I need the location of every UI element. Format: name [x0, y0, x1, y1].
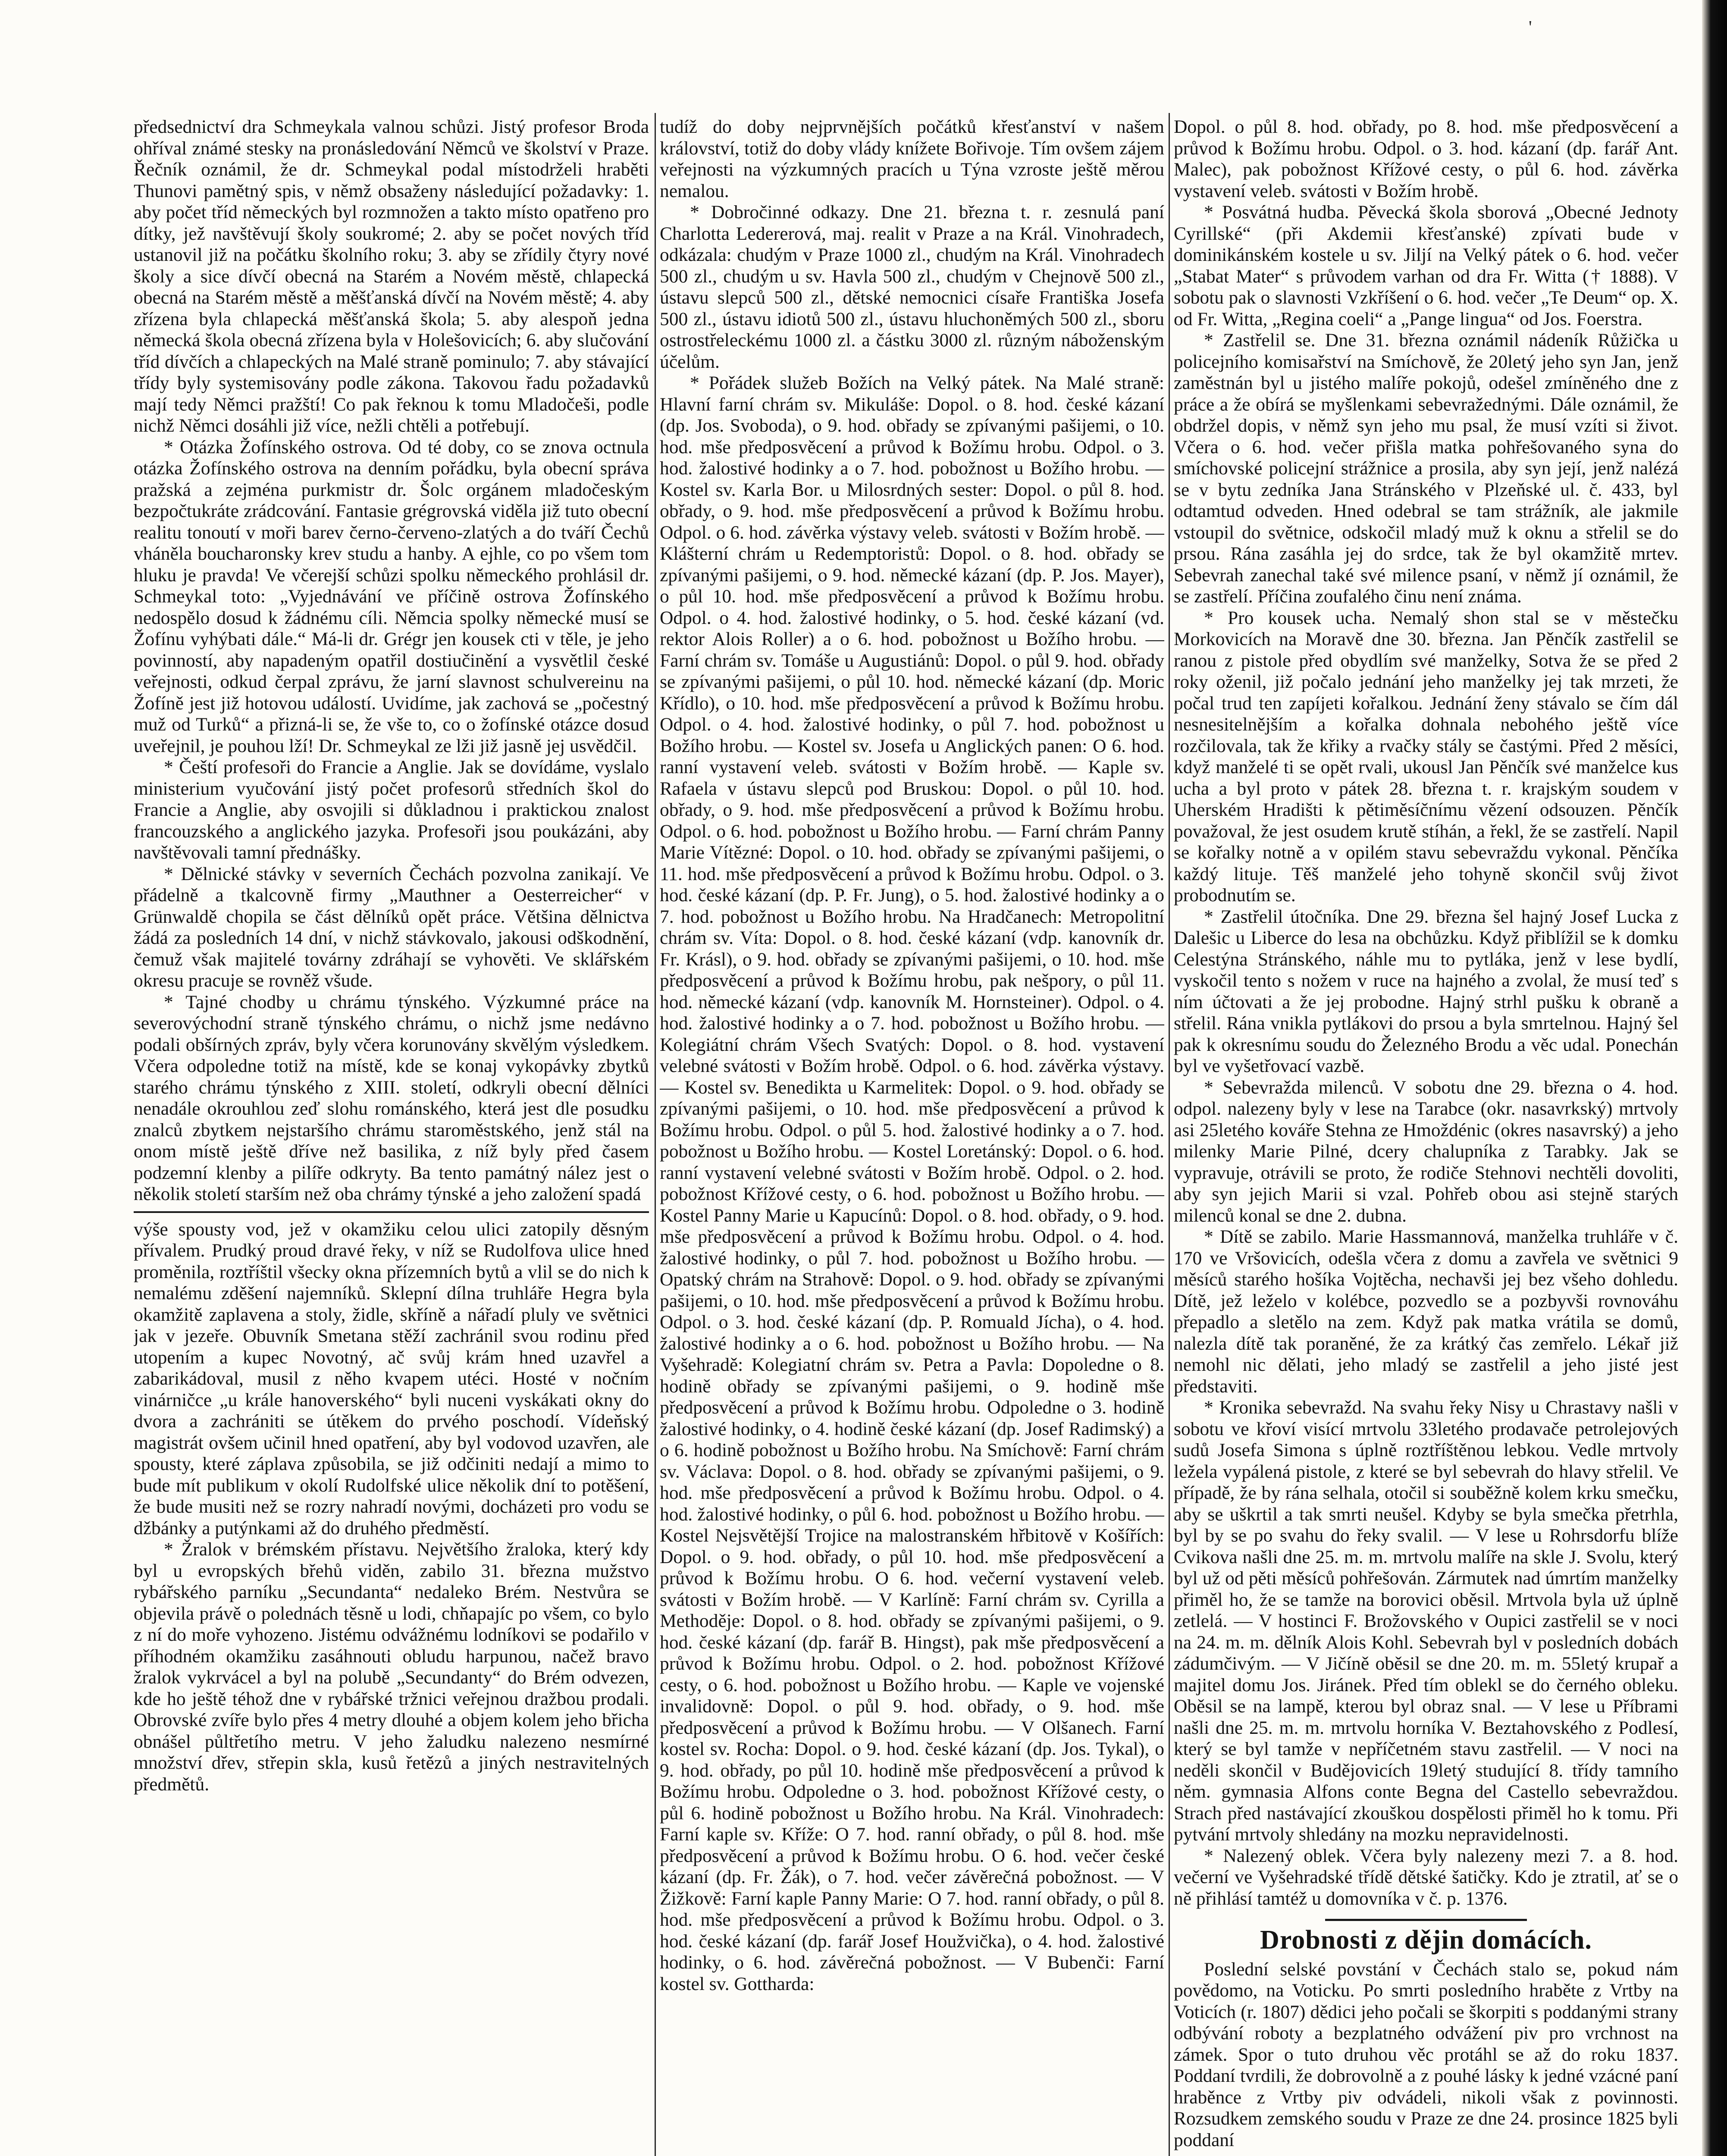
article-paragraph: * Otázka Žofínského ostrova. Od té doby, co se znova octnula otázka Žofínského ostrova na denním pořádku, byla obecní správa pražská a zejména purkmistr dr. Šolc orgánem mladočeským bezpočtukráte zrádcování. Fantasie grégrovská viděla již tuto obecní realitu tonoutí v moři barev černo-červeno-zlatých a do tváří Čechů vháněla boucharonsky krev studu a hanby. A ejhle, co po všem tom hluku je pravda! Ve včerejší schůzi spolku německého prohlásil dr. Schmeykal toto: „Vyjednávání ve příčině ostrova Žofínského nedospělo dosud k žádnému cíli. Němcia spolky německé musí se Žofínu vyhýbati dále.“ Má-li dr. Grégr jen kousek cti v těle, je jeho povinností, aby napadeným opatřil dostiučinění a vysvětlil české veřejnosti, odkud čerpal zprávu, že jarní slavnost schulvereinu na Žofíně jest již hotovou událostí. Uvidíme, jak zachová se „počestný muž od Turků“ a přizná-li se, že vše to, co o žofínské otázce dosud uveřejnil, je pouhou lží! Dr. Schmeykal ze lži již jasně jej usvědčil. [134, 436, 649, 756]
corner-mark: ' [1529, 18, 1532, 38]
column-middle [660, 116, 1164, 2156]
article-paragraph: * Dítě se zabilo. Marie Hassmannová, manželka truhláře v č. 170 ve Vršovicích, odešla včera z domu a zavřela ve světnici 9 měsíců starého hošíka Vojtěcha, nechavši jej bez všeho dohledu. Dítě, jež leželo v kolébce, pozvedlo se a pozbyvši rovnováhu přepadlo a sletělo na zem. Když pak matka vrátila se domů, nalezla dítě tak poraněné, že za krátký čas zemřelo. Lékař již nemohl nic dělati, jeho mladý se zastřelil a jeho jisté jest představiti. [1174, 1226, 1678, 1397]
article-paragraph: * Pro kousek ucha. Nemalý shon stal se v městečku Morkovicích na Moravě dne 30. března. Jan Pěnčík zastřelil se ranou z pistole před obydlím své manželky, Sotva že se před 2 roky oženil, již počalo jednání jeho manželky jej tak mrzeti, že počal trud ten zapíjeti kořalkou. Jednání ženy stávalo se čím dál nesnesitelnějším a kořalka dohnala nebohého ještě více rozčilovala, tak že křiky a rvačky stály se častými. Před 2 měsíci, když manželé ti se opět rvali, ukousl Jan Pěnčík své manželce kus ucha a byl proto v pátek 28. března t. r. krajským soudem v Uherském Hradišti k pětiměsíčnímu vězení odsouzen. Pěnčík považoval, že jest osudem krutě stíhán, a řekl, že se zastřelí. Napil se kořalky notně a v opilém stavu sebevraždu vykonal. Pěnčíka každý lituje. Těš manželé jeho tohyně skončil svůj život probodnutím se. [1174, 607, 1678, 906]
article-paragraph: * Kronika sebevražd. Na svahu řeky Nisy u Chrastavy našli v sobotu ve křoví visící mrtvolu 33letého prodavače petrolejových sudů Josefa Simona s úplně roztříštěnou lebkou. Vedle mrtvoly ležela vypálená pistole, z které se byl sebevrah do hlavy střelil. Ve případě, že by rána selhala, otočil si souběžně kolem krku smečku, aby se uškrtil a tak smrti neušel. Kdyby se byla smečka přetrhla, byl by se po svahu do řeky svalil. — V lese u Rohrsdorfu blíže Cvikova našli dne 25. m. m. mrtvolu malíře na skle J. Svolu, který byl už od pěti měsíců pohřešován. Zármutek nad úmrtím manželky přiměl ho, že se tamže na borovici oběsil. Mrtvola byla už úplně zetlelá. — V hostinci F. Brožovského v Oupici zastřelil se v noci na 24. m. m. dělník Alois Kohl. Sebevrah byl v posledních dobách zádumčivým. — V Jičíně oběsil se dne 20. m. m. 55letý krupař a majitel domu Jos. Jiránek. Před tím oblekl se do černého obleku. Oběsil se na lampě, kterou byl obraz snal. — V lese u Příbrami našli dne 25. m. m. mrtvolu horníka V. Beztahovského z Podlesí, který se byl tamže v nepříčetném stavu zastřelil. — V noci na neděli skončil v Budějovicích 19letý studující 8. třídy tamního něm. gymnasia Alfons conte Begna del Castello sebevraždou. Strach před nastávající zkouškou dospělosti přiměl ho k tomu. Při pytvání mrtvoly shledány na mozku nepravidelnosti. [1174, 1397, 1678, 1845]
article-paragraph: * Dělnické stávky v severních Čechách pozvolna zanikají. Ve přádelně a tkalcovně firmy „Mauthner a Oesterreicher“ v Grünwaldě chopila se část dělníků opět práce. Většina dělnictva žádá za posledních 14 dní, v nichž stávkovalo, jakousi odškodnění, čemuž však majitelé továrny zdráhají se vyhověti. Ve sklářském okresu pracuje se rovněž všude. [134, 863, 649, 991]
section-divider [1325, 1919, 1527, 1921]
article-paragraph: tudíž do doby nejprvnějších počátků křesťanství v našem království, totiž do doby vlády knížete Bořivoje. Tím ovšem zájem veřejnosti na výzkumných pracích u Týna vzroste ještě měrou nemalou. [660, 116, 1164, 201]
article-paragraph: * Sebevražda milenců. V sobotu dne 29. března o 4. hod. odpol. nalezeny byly v lese na Tarabce (okr. nasavrkský) mrtvoly asi 25letého kováře Stehna ze Hmoždénic (okres nasavrský) a jeho milenky Marie Pilné, dcery chalupníka z Tarabky. Jak se vypravuje, otrávili se proto, že rodiče Stehnovi nechtěli dovoliti, aby syn jejich Marii si vzal. Pohřeb obou asi stejně starých milenců konal se dne 2. dubna. [1174, 1077, 1678, 1226]
article-paragraph: * Zastřelil útočníka. Dne 29. března šel hajný Josef Lucka z Dalešic u Liberce do lesa na obchůzku. Když přiblížil se k domku Celestýna Stránského, náhle mu to pytláka, jenž v lese bydlí, vyskočil tento s nožem v ruce na hajného a zvolal, že musí teď s ním účtovati a že jej probodne. Hajný strhl pušku k obraně a střelil. Rána vnikla pytlákovi do prsou a byla smrtelnou. Hajný šel pak k okresnímu soudu do Železného Brodu a věc udal. Ponechán byl ve vyšetřovací vazbě. [1174, 906, 1678, 1076]
article-paragraph: * Zastřelil se. Dne 31. března oznámil nádeník Růžička u policejního komisařství na Smíchově, že 20letý jeho syn Jan, jenž zaměstnán byl u jistého malíře pokojů, odešel zmíněného dne z práce a že obírá se myšlenkami sebevražednými. Dále oznámil, že obdržel dopis, v němž syn jeho mu psal, že musí vzíti si život. Včera o 6. hod. večer přišla matka pohřešovaného syna do smíchovské policejní strážnice a prosila, aby syn její, jenž nalézá se v bytu zedníka Jana Stránského v Plzeňské ul. č. 433, byl odtamtud odveden. Hned odebral se tam strážník, ale jakmile vstoupil do světnice, odskočil mladý muž k oknu a střelil se do prsou. Rána zasáhla jej do srdce, tak že byl okamžitě mrtev. Sebevrah zanechal také své milence psaní, v němž jí oznámil, že se zastřelí. Příčina zoufalého činu není známa. [1174, 330, 1678, 607]
story-divider [134, 1211, 649, 1213]
article-paragraph: * Nalezený oblek. Včera byly nalezeny mezi 7. a 8. hod. večerní ve Vyšehradské třídě dětské šatičky. Kdo je ztratil, ať se o ně přihlásí tamtéž u domovníka v č. p. 1376. [1174, 1845, 1678, 1909]
article-paragraph: výše spousty vod, jež v okamžiku celou ulici zatopily děsným přívalem. Prudký proud dravé řeky, v níž se Rudolfova ulice hned proměnila, roztříštil všecky okna přízemních bytů a vlil se do nich k nemalému zděšení najemníků. Sklepní dílna truhláře Hegra byla okamžitě zaplavena a stoly, židle, skříně a nářadí pluly ve světnici jak v jezeře. Obuvník Smetana stěží zachránil svou rodinu před utopením a kupec Novotný, ač svůj krám hned uzavřel a zabarikádoval, musil z něho kvapem utéci. Hosté v nočním vinárničce „u krále hanoverského“ byli nuceni vyskákati okny do dvora a zachrániti se útěkem do prvého poschodí. Vídeňský magistrát ovšem učinil hned opatření, aby byl vodovod uzavřen, ale spousty, které záplava způsobila, se již odčiniti nedají a mimo to bude mít publikum v okolí Rudolfské ulice několik dní to potěšení, že bude musiti než se rozry nahradí novými, docházeti pro vodu se džbánky a putýnkami až do druhého předměstí. [134, 1219, 649, 1539]
column-rule-left [655, 113, 656, 2156]
article-paragraph: * Dobročinné odkazy. Dne 21. března t. r. zesnulá paní Charlotta Ledererová, maj. realit v Praze a na Král. Vinohradech, odkázala: chudým v Praze 1000 zl., chudým na Král. Vinohradech 500 zl., chudým u sv. Havla 500 zl., chudým v Chejnově 500 zl., ústavu slepců 500 zl., dětské nemocnici císaře Františka Josefa 500 zl., ústavu idiotů 500 zl., ústavu hluchoněmých 500 zl., sboru ostrostřeleckému 1000 zl. a částku 3000 zl. různým náboženským účelům. [660, 202, 1164, 372]
column-rule-right [1169, 113, 1170, 2156]
article-paragraph: * Čeští profesoři do Francie a Anglie. Jak se dovídáme, vyslalo ministerium vyučování jistý počet profesorů středních škol do Francie a Anglie, aby osvojili si důkladnou i praktickou znalost francouzského a anglického jazyka. Profesoři jsou poukázáni, aby navštěvovali tamní přednášky. [134, 757, 649, 863]
page-binding-edge [1702, 0, 1727, 2156]
article-paragraph: * Pořádek služeb Božích na Velký pátek. Na Malé straně: Hlavní farní chrám sv. Mikuláše: Dopol. o 8. hod. české kázaní (dp. Jos. Svoboda), o 9. hod. obřady se zpívanými pašijemi, o 10. hod. mše předposvěcení a průvod k Božímu hrobu. Odpol. o 3. hod. žalostivé hodinky a o 7. hod. pobožnost u Božího hrobu. — Kostel sv. Karla Bor. u Milosrdných sester: Dopol. o půl 8. hod. obřady, o 9. hod. mše předposvěcení a průvod k Božímu hrobu. Odpol. o 6. hod. závěrka výstavy veleb. svátosti v Božím hrobě. — Klášterní chrám u Redemptoristů: Dopol. o 8. hod. obřady se zpívanými pašijemi, o 9. hod. německé kázaní (dp. P. Jos. Mayer), o půl 10. hod. mše předposvěcení a průvod k Božímu hrobu. Odpol. o 4. hod. žalostivé hodinky, o 5. hod. české kázaní (vd. rektor Alois Roller) a o 6. hod. pobožnost u Božího hrobu. — Farní chrám sv. Tomáše u Augustiánů: Dopol. o půl 9. hod. obřady se zpívanými pašijemi, o půl 10. hod. německé kázaní (dp. Moric Křídlo), o 10. hod. mše předposvěcení a průvod k Božímu hrobu. Odpol. o 4. hod. žalostivé hodinky, o půl 7. hod. pobožnost u Božího hrobu. — Kostel sv. Josefa u Anglických panen: O 6. hod. ranní vystavení veleb. svátosti v Božím hrobě. — Kaple sv. Rafaela v ústavu slepců pod Bruskou: Dopol. o půl 10. hod. obřady, o 9. hod. mše předposvěcení a průvod k Božímu hrobu. Odpol. o 6. hod. pobožnost u Božího hrobu. — Farní chrám Panny Marie Vítězné: Dopol. o 10. hod. obřady se zpívanými pašijemi, o 11. hod. mše předposvěcení a průvod k Božímu hrobu. Odpol. o 3. hod. české kázaní (dp. P. Fr. Jung), o 5. hod. žalostivé hodinky a o 7. hod. pobožnost u Božího hrobu. Na Hradčanech: Metropolitní chrám sv. Víta: Dopol. o 8. hod. české kázaní (vdp. kanovník dr. Fr. Krásl), o 9. hod. obřady se zpívanými pašijemi, o 10. hod. mše předposvěcení a průvod k Božímu hrobu, pak nešpory, o půl 11. hod. německé kázaní (vdp. kanovník M. Hornsteiner). Odpol. o 4. hod. žalostivé hodinky a o 7. hod. pobožnost u Božího hrobu. — Kolegiátní chrám Všech Svatých: Dopol. o 8. hod. vystavení velebné svátosti v Božím hrobě. Odpol. o 6. hod. závěrka výstavy. — Kostel sv. Benedikta u Karmelitek: Dopol. o 9. hod. obřady se zpívanými pašijemi, o 10. hod. mše předposvěcení a průvod k Božímu hrobu. Odpol. o půl 5. hod. žalostivé hodinky a o 7. hod. pobožnost u Božího hrobu. — Kostel Loretánský: Dopol. o 6. hod. ranní vystavení velebné svátosti v Božím hrobě. Odpol. o 2. hod. pobožnost Křížové cesty, o 6. hod. pobožnost u Božího hrobu. — Kostel Panny Marie u Kapucínů: Dopol. o 8. hod. obřady, o 9. hod. mše předposvěcení a průvod k Božímu hrobu. Odpol. o 4. hod. žalostivé hodinky, o půl 7. hod. pobožnost u Božího hrobu. — Opatský chrám na Strahově: Dopol. o 9. hod. obřady se zpívanými pašijemi, o 10. hod. mše předposvěcení a průvod k Božímu hrobu. Odpol. o 3. hod. české kázaní (dp. P. Romuald Jícha), o 4. hod. žalostivé hodinky a o 6. hod. pobožnost u Božího hrobu. — Na Vyšehradě: Kolegiatní chrám sv. Petra a Pavla: Dopoledne o 8. hodině obřady se zpívanými pašijemi, o 9. hodině mše předposvěcení a průvod k Božímu hrobu. Odpoledne o 3. hodině žalostivé hodinky, o 4. hodině české kázaní (dp. Josef Radimský) a o 6. hodině pobožnost u Božího hrobu. Na Smíchově: Farní chrám sv. Václava: Dopol. o 8. hod. obřady se zpívanými pašijemi, o 9. hod. mše předposvěcení a průvod k Božímu hrobu. Odpol. o 4. hod. žalostivé hodinky, o půl 6. hod. pobožnost u Božího hrobu. — Kostel Nejsvětější Trojice na malostranském hřbitově v Košířích: Dopol. o 9. hod. obřady, o půl 10. hod. mše předposvěcení a průvod k Božímu hrobu. O 6. hod. večerní vystavení veleb. svátosti v Božím hrobě. — V Karlíně: Farní chrám sv. Cyrilla a Methoděje: Dopol. o 8. hod. obřady se zpívanými pašijemi, o 9. hod. české kázaní (dp. farář B. Hingst), pak mše předposvěcení a průvod k Božímu hrobu. Odpol. o 2. hod. pobožnost Křížové cesty, o 6. hod. pobožnost u Božího hrobu. — Kaple ve vojenské invalidovně: Dopol. o půl 9. hod. obřady, o 9. hod. mše předposvěcení a průvod k Božímu hrobu. — V Olšanech. Farní kostel sv. Rocha: Dopol. o 9. hod. české kázaní (dp. Jos. Tykal), o 9. hod. obřady, po půl 10. hodině mše předposvěcení a průvod k Božímu hrobu. Odpoledne o 3. hod. pobožnost Křížové cesty, o půl 6. hodině pobožnost u Božího hrobu. Na Král. Vinohradech: Farní kaple sv. Kříže: O 7. hod. ranní obřady, o půl 8. hod. mše předposvěcení a průvod k Božímu hrobu. O 6. hod. večer české kázaní (dp. Fr. Žák), o 7. hod. večer závěrečná pobožnost. — V Žižkově: Farní kaple Panny Marie: O 7. hod. ranní obřady, o půl 8. hod. mše předposvěcení a průvod k Božímu hrobu. Odpol. o 3. hod. české kázaní (dp. farář Josef Houžvička), o 4. hod. žalostivé hodinky, o 6. hod. závěrečná pobožnost. — V Bubenči: Farní kostel sv. Gottharda: [660, 373, 1164, 1994]
article-paragraph: předsednictví dra Schmeykala valnou schůzi. Jistý profesor Broda ohříval známé stesky na pronásledování Němců ve školství v Praze. Řečník oznámil, že dr. Schmeykal podal místodrželi hraběti Thunovi pamětný spis, v němž obsaženy následující požadavky: 1. aby počet tříd německých byl rozmnožen a takto místo opatřeno pro dítky, jež navštěvují školy soukromé; 2. aby se počet nových tříd ustanovil již na počátku školního roku; 3. aby se zřídily čtyry nové školy a sice dívčí obecná na Starém a Novém městě, chlapecká obecná na Starém městě a měšťanská dívčí na Novém městě; 4. aby zřízena byla chlapecká měšťanská škola; 5. aby alespoň jedna německá škola obecná zřízena byla v Holešovicích; 6. aby slučování tříd dívčích a chlapeckých na Malé straně pominulo; 7. aby stávající třídy byly systemisovány podle zákona. Takovou řadu požadavků mají tedy Němci pražští! Co pak řeknou k tomu Mladočeši, podle nichž Němci dosáhli již více, nežli chtěli a potřebují. [134, 116, 649, 436]
section-title: Drobnosti z dějin domácích. [1260, 1925, 1592, 1955]
column-right [1174, 116, 1678, 2156]
article-paragraph: * Posvátná hudba. Pěvecká škola sborová „Obecné Jednoty Cyrillské“ (při Akdemii křesťanské) zpívati bude v dominikánském kostele u sv. Jiljí na Velký pátek o 6. hod. večer „Stabat Mater“ s průvodem varhan od dra Fr. Witta († 1888). V sobotu pak o slavnosti Vzkříšení o 6. hod. večer „Te Deum“ op. X. od Fr. Witta, „Regina coeli“ a „Pange lingua“ od Jos. Foerstra. [1174, 202, 1678, 329]
article-paragraph: * Tajné chodby u chrámu týnského. Výzkumné práce na severovýchodní straně týnského chrámu, o nichž jsme nedávno podali obšírných zpráv, byly včera korunovány skvělým výsledkem. Včera odpoledne totiž na místě, kde se konaj vykopávky zbytků starého chrámu týnského z XIII. století, odkryli obecní dělníci nenadále okrouhlou zeď slohu románského, která jest dle posudku znalců zbytkem nejstaršího chrámu staroměstského, jenž stál na onom místě ještě dříve než basilika, z níž byly před časem podzemní klenby a pilíře odkryty. Ba tento památný nález jest o několik století starším než oba chrámy týnské a jeho založení spadá [134, 991, 649, 1204]
column-left [134, 116, 649, 2156]
article-paragraph: Dopol. o půl 8. hod. obřady, po 8. hod. mše předposvěcení a průvod k Božímu hrobu. Odpol. o 3. hod. kázaní (dp. farář Ant. Malec), pak pobožnost Křížové cesty, o půl 6. hod. závěrka vystavení veleb. svátosti v Božím hrobě. [1174, 116, 1678, 201]
article-paragraph: * Žralok v brémském přístavu. Největšího žraloka, který kdy byl u evropských břehů viděn, zabilo 31. března mužstvo rybářského parníku „Secundanta“ nedaleko Brém. Nestvůra se objevila právě o polednách těsně u lodi, chňapajíc po všem, co bylo z ní do moře vyhozeno. Jistému odvážnému lodníkovi se podařilo v příhodném okamžiku zasáhnouti obludu harpunou, načež bravo žralok vykrvácel a byl na polubě „Secundanty“ do Brém odvezen, kde ho ještě téhož dne v rybářské tržnici veřejnou dražbou prodali. Obrovské zvíře bylo přes 4 metry dlouhé a objem kolem jeho břicha obnášel půltřetího metru. V jeho žaludku nalezeno nesmírné množství dřev, střepin skla, kusů řetězů a jiných nestravitelných předmětů. [134, 1539, 649, 1795]
article-paragraph: Poslední selské povstání v Čechách stalo se, pokud nám povědomo, na Voticku. Po smrti posledního hraběte z Vrtby na Voticích (r. 1807) dědici jeho počali se škorpiti s poddanými strany odbývání roboty a bezplatného odvážení piv pro vrchnost na zámek. Spor o tuto druhou věc protáhl se až do roku 1837. Poddaní tvrdili, že dobrovolně a z pouhé lásky k jedné vzácné paní hraběnce z Vrtby piv odvádeli, nikoli však z povinnosti. Rozsudkem zemského soudu v Praze ze dne 24. prosince 1825 byli poddaní [1174, 1959, 1678, 2150]
